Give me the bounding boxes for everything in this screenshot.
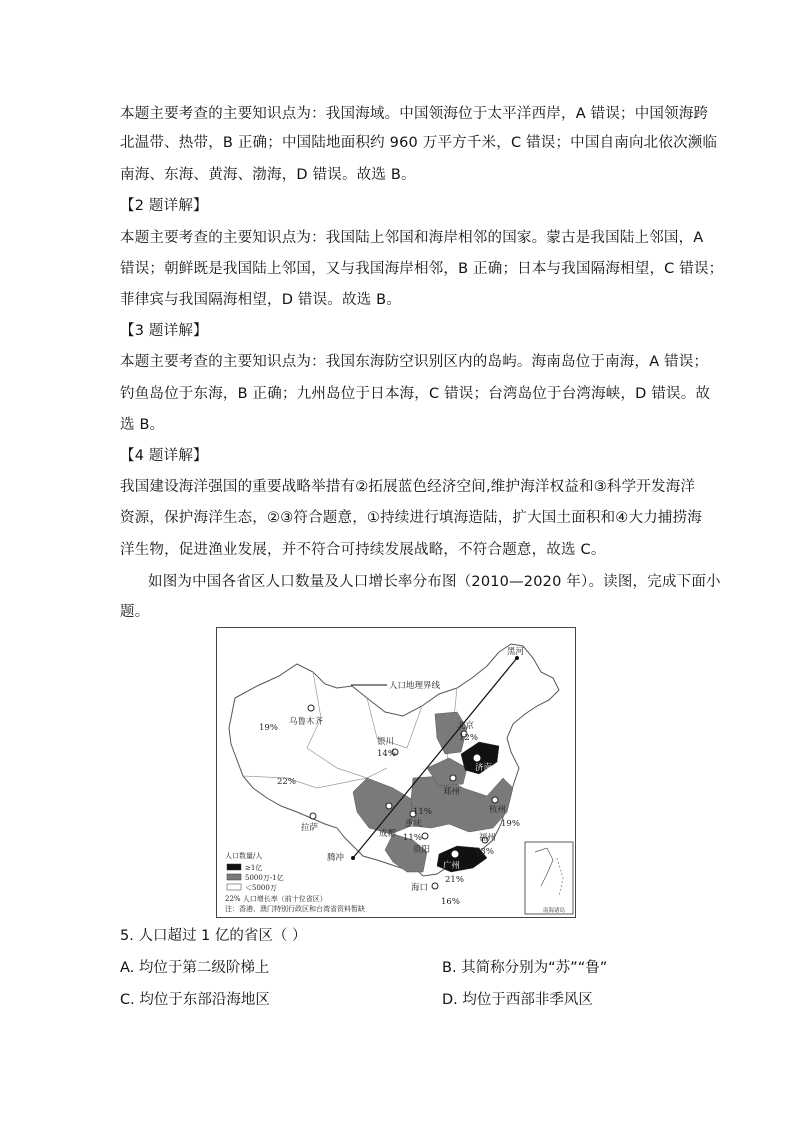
text-line: 错误；朝鲜既是我国陆上邻国，又与我国海岸相邻，B 正确；日本与我国隔海相望，C 错误；: [120, 261, 724, 277]
option-b: B. 其简称分别为“苏”“鲁”: [442, 960, 608, 976]
text-line: 本题主要考查的主要知识点为：我国东海防空识别区内的岛屿。海南岛位于南海，A 错误；: [120, 354, 709, 370]
city-dot: [492, 797, 498, 803]
legend-note: 注：香港、澳门特别行政区和台湾省资料暂缺: [225, 905, 365, 913]
city-heihe: 黑河: [507, 647, 525, 657]
text-line: 洋生物，促进渔业发展，并不符合可持续发展战略，不符合题意，故选 C。: [120, 542, 606, 558]
rate-zhejiang: 19%: [501, 819, 520, 829]
text-line: 资源，保护海洋生态，②③符合题意，①持续进行填海造陆，扩大国土面积和④大力捕捞海: [120, 510, 702, 526]
city-beijing: 北京: [457, 721, 475, 731]
rate-guangdong: 21%: [445, 875, 464, 885]
city-yinchuan: 银川: [377, 737, 395, 747]
rate-hainan: 16%: [441, 897, 460, 907]
text-line: 本题主要考查的主要知识点为：我国海域。中国领海位于太平洋西岸，A 错误；中国领海跨: [120, 106, 709, 122]
option-a: A. 均位于第二级阶梯上: [120, 960, 270, 976]
city-chongqing: 重庆: [405, 819, 423, 829]
city-jinan: 济南: [475, 763, 493, 773]
legend-swatch-dark: [227, 864, 241, 870]
city-lhasa: 拉萨: [301, 823, 319, 833]
legend-rate-note: 22% 人口增长率（前十位省区）: [225, 895, 327, 903]
city-dot: [432, 883, 438, 889]
city-dot: [474, 755, 480, 761]
inset-label: 南海诸岛: [543, 908, 566, 914]
rate-chongqing: 11%: [413, 807, 432, 817]
option-d: D. 均位于西部非季风区: [442, 992, 593, 1008]
rate-beijing: 12%: [459, 733, 478, 743]
legend-swatch-medium: [227, 874, 241, 880]
city-haikou: 海口: [411, 883, 429, 893]
china-population-map: [216, 627, 576, 918]
city-dot: [310, 813, 316, 819]
city-guangzhou: 广州: [443, 861, 461, 871]
option-c: C. 均位于东部沿海地区: [120, 992, 270, 1008]
city-dot: [308, 705, 314, 711]
rate-tibet: 22%: [277, 777, 296, 787]
text-line: 菲律宾与我国隔海相望，D 错误。故选 B。: [120, 292, 402, 308]
city-dot: [450, 775, 456, 781]
text-line: 选 B。: [120, 417, 165, 433]
question-stem: 5. 人口超过 1 亿的省区（ ）: [120, 928, 307, 944]
city-hangzhou: 杭州: [489, 805, 507, 815]
rate-sichuan: 11%: [403, 833, 422, 843]
rate-xinjiang: 19%: [259, 723, 278, 733]
section-heading-2: 【2 题详解】: [120, 198, 208, 214]
text-line: 南海、东海、黄海、渤海，D 错误。故选 B。: [120, 167, 416, 183]
legend-title: 人口数量/人: [225, 852, 263, 860]
legend-swatch-light: [227, 884, 241, 890]
intro-line: 题。: [120, 604, 150, 620]
intro-line: 如图为中国各省区人口数量及人口增长率分布图（2010—2020 年）。读图，完成下面小: [148, 574, 721, 590]
rate-ningxia: 14%: [377, 749, 396, 759]
legend-item: ＜5000万: [245, 884, 277, 892]
tengchong-dot: [351, 856, 355, 860]
city-chengdu: 成都: [379, 829, 397, 839]
section-heading-3: 【3 题详解】: [120, 323, 208, 339]
south-sea-inset: [525, 842, 573, 914]
text-line: 钓鱼岛位于东海，B 正确；九州岛位于日本海，C 错误；台湾岛位于台湾海峡，D 错误。故: [120, 386, 711, 402]
text-line: 北温带、热带，B 正确；中国陆地面积约 960 万平方千米，C 错误；中国自南向北依次濒临: [120, 135, 718, 151]
city-dot: [386, 803, 392, 809]
legend-item: ≥1亿: [245, 864, 263, 872]
city-tengchong: 腾冲: [327, 853, 345, 863]
city-dot: [422, 833, 428, 839]
city-fuzhou: 福州: [479, 833, 497, 843]
city-zhengzhou: 郑州: [443, 787, 461, 797]
city-guiyang: 贵阳: [413, 845, 431, 855]
city-dot: [452, 851, 458, 857]
map-svg: [217, 628, 575, 917]
section-heading-4: 【4 题详解】: [120, 448, 208, 464]
rate-fujian: 13%: [475, 847, 494, 857]
line-label: 人口地理界线: [389, 681, 441, 691]
city-urumqi: 乌鲁木齐: [289, 717, 324, 727]
legend-item: 5000万-1亿: [245, 874, 284, 882]
text-line: 我国建设海洋强国的重要战略举措有②拓展蓝色经济空间,维护海洋权益和③科学开发海洋: [120, 479, 696, 495]
text-line: 本题主要考查的主要知识点为：我国陆上邻国和海岸相邻的国家。蒙古是我国陆上邻国，A: [120, 230, 704, 246]
